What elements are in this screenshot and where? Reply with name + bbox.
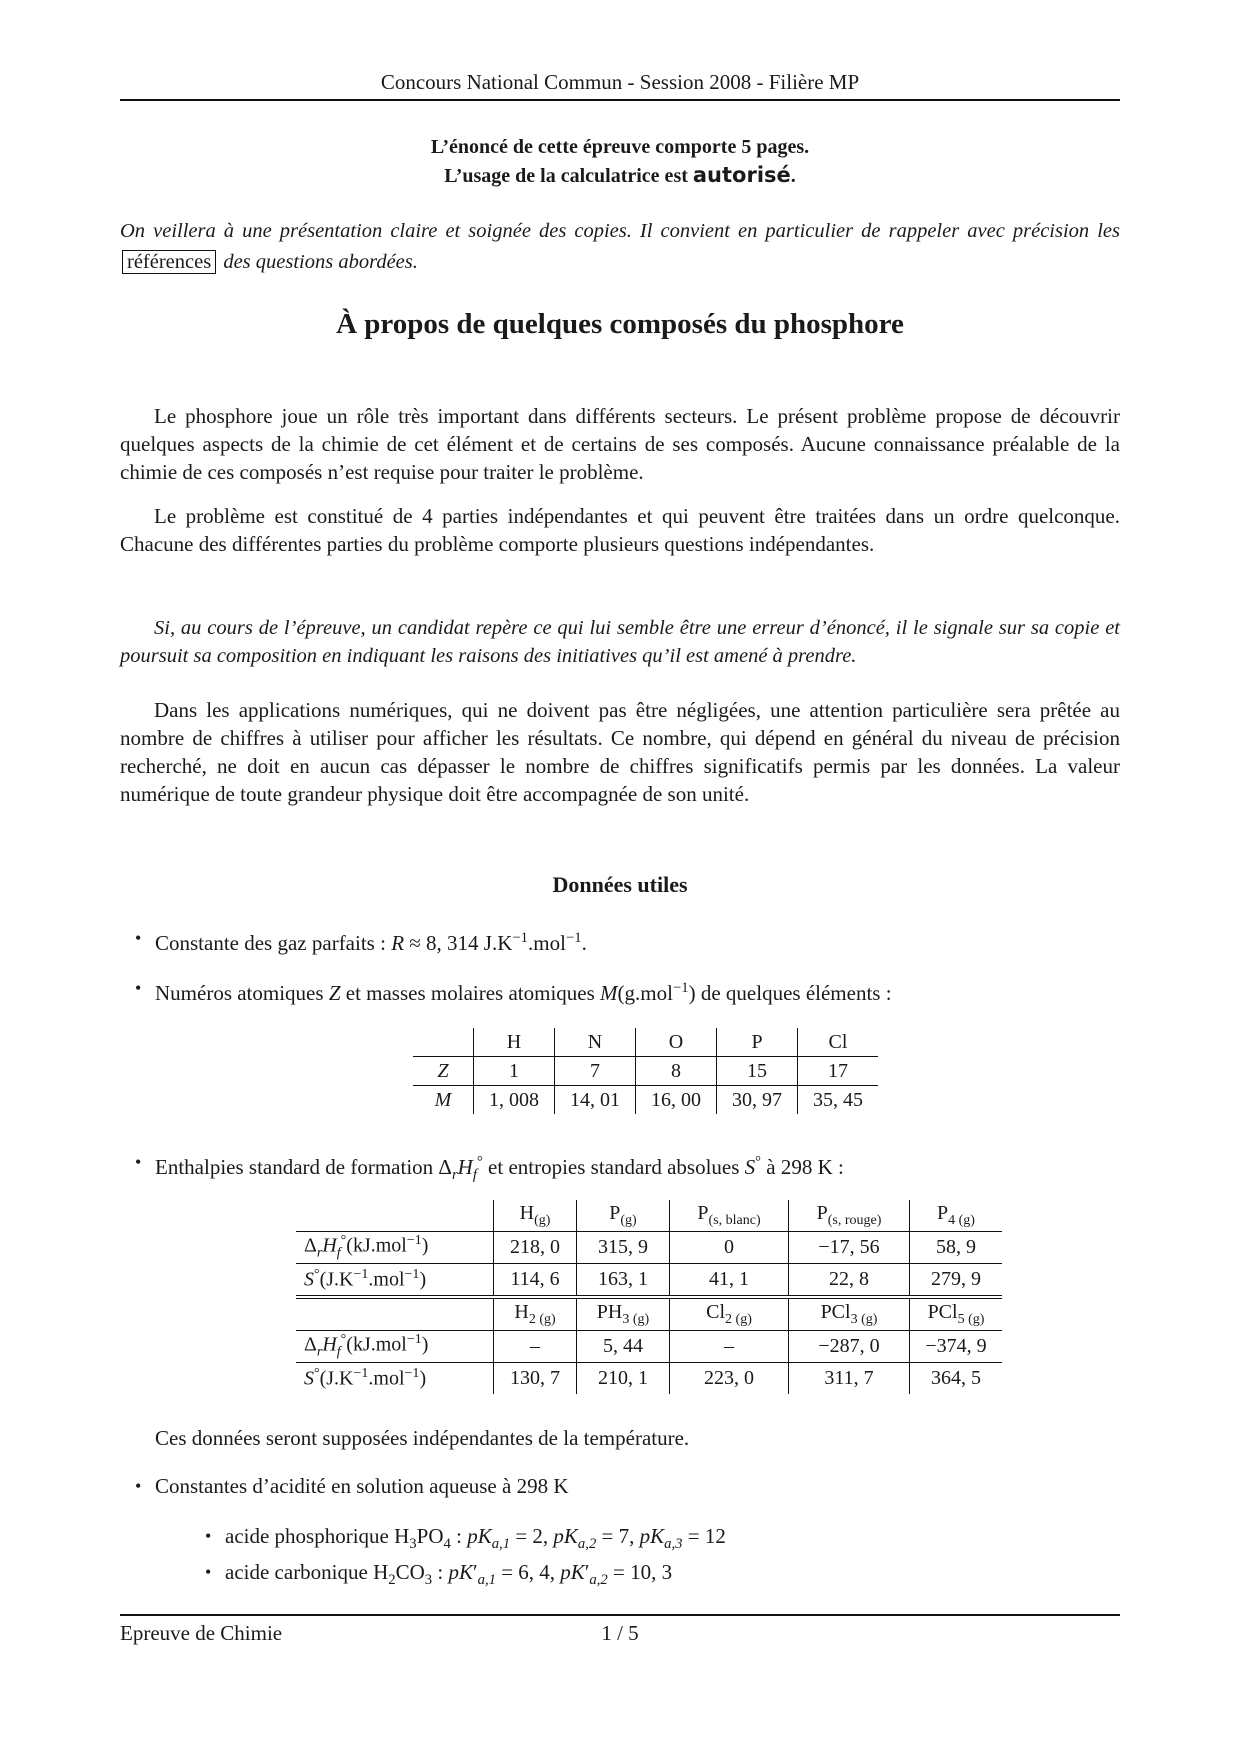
references-box: références (122, 250, 216, 274)
m-row-label: M (413, 1086, 474, 1115)
problem-title: À propos de quelques composés du phosphore (336, 308, 904, 340)
bullet-icon: • (205, 1562, 212, 1582)
page-header: Concours National Commun - Session 2008 - Filière MP (120, 70, 1120, 101)
notice-calculator: L’usage de la calculatrice est autorisé. (444, 163, 796, 187)
element-header: H (474, 1028, 555, 1057)
footer-subject: Epreuve de Chimie (120, 1621, 283, 1645)
atomic-data-item: • Numéros atomiques Z et masses molaires atomiques M(g.mol$^{-1}$) de quelques éléments : (155, 974, 1115, 1007)
thermo-data-table: $H_{(g)}$ $P_{(g)}$ $P_{(s, blanc)}$ $P_{(s, rouge)}$ $P_{4 (g)}$ $\Delta_rH_f^\circ(kJ.mol^{-1})$ 218, 0 315, 9 0 −17, 56 58, 9 $S^\circ(J.K^{-1}.mol^{-1})$ 114, 6 163, 1 41, 1 22, 8 279, 9 $H_{2 (g)}$ $PH_{3 (g)}$ $Cl_{2 (g)}$ PCl$_{3 (g)}$ PCl$_{5 (g)}$ $\Delta_rH_f^\circ(kJ.mol^{-1})$ – 5, 44 – −287, 0 −374, 9 $S^\circ(J.K^{-1}.mol^{-1})$ 130, 7 210, 1 223, 0 311, 7 364, 5 (296, 1200, 1002, 1394)
thermo-data-item: • Enthalpies standard de formation $\Delta_rH_f^\circ$ et entropies standard absolues S° à 298 K : (155, 1148, 1115, 1189)
numeric-notice: Dans les applications numériques, qui ne doivent pas être négligées, une attention particulière sera prêtée au nombre de chiffres à utiliser pour afficher les résultats. Ce nombre, qui dépend en général du niveau de précision recherché, ne doit en aucun cas dépasser le nombre de chiffres significatifs permis par les données. La valeur numérique de toute grandeur physique doit être accompagnée de son unité. (120, 698, 1120, 806)
gas-constant-item: • Constante des gaz parfaits : R ≈ 8, 314 $J.K^{-1}.mol^{-1}$. (155, 924, 1115, 957)
entropy-row-label: $S^\circ(J.K^{-1}.mol^{-1})$ (296, 1264, 494, 1298)
bullet-icon: • (135, 1152, 142, 1172)
enthalpy-row-label: $\Delta_rH_f^\circ(kJ.mol^{-1})$ (296, 1331, 494, 1363)
element-header: N (555, 1028, 636, 1057)
acidity-item: • Constantes d’acidité en solution aqueuse à 298 K (135, 1474, 569, 1498)
temperature-note: Ces données seront supposées indépendantes de la température. (155, 1426, 690, 1450)
species-header: PCl$_{3 (g)}$ (789, 1297, 910, 1331)
species-header: $Cl_{2 (g)}$ (670, 1297, 789, 1331)
intro-paragraph-2: Le problème est constitué de 4 parties indépendantes et qui peuvent être traitées dans un ordre quelconque. Chacune des différentes parties du problème comporte plusieurs questions indépendantes. (120, 504, 1120, 556)
bullet-icon: • (135, 978, 142, 998)
carbonic-acid-item: • acide carbonique $H_2CO_3$ : $pK'_{a,1} = 6$, 4, $pK'_{a,2} = 10$, 3 (205, 1560, 673, 1589)
notice-pages: L’énoncé de cette épreuve comporte 5 pages. (430, 136, 810, 158)
species-header: $P_{4 (g)}$ (910, 1200, 1003, 1232)
enthalpy-row-label: $\Delta_rH_f^\circ(kJ.mol^{-1})$ (296, 1232, 494, 1264)
intro-paragraph-1: Le phosphore joue un rôle très important dans différents secteurs. Le présent problème propose de découvrir quelques aspects de la chimie de cet élément et de certains de ses composés. Aucune connaissance préalable de la chimie de ces composés n’est requise pour traiter le problème. (120, 404, 1120, 484)
phosphoric-acid-item: • acide phosphorique $H_3PO_4$ : $pK_{a,1} = 2$, $pK_{a,2} = 7$, $pK_{a,3} = 12$ (205, 1524, 726, 1553)
error-notice: Si, au cours de l’épreuve, un candidat repère ce qui lui semble être une erreur d’énoncé, il le signale sur sa copie et poursuit sa composition en indiquant les raisons des initiatives qu’il est amené à prendre. (120, 617, 1120, 667)
bullet-icon: • (135, 928, 142, 948)
z-row-label: Z (413, 1057, 474, 1086)
atomic-data-table: H N O P Cl Z 1 7 8 15 17 M 1, 008 14, 01 16, 00 30, 97 35, 45 (413, 1028, 878, 1114)
data-section-title: Données utiles (552, 872, 688, 897)
species-header: $H_{2 (g)}$ (494, 1297, 577, 1331)
species-header: $P_{(s, blanc)}$ (670, 1200, 789, 1232)
presentation-instructions: On veillera à une présentation claire et soignée des copies. Il convient en particulier de rappeler avec précision les références des questions abordées. (120, 220, 1120, 273)
element-header: P (717, 1028, 798, 1057)
species-header: $P_{(g)}$ (577, 1200, 670, 1232)
entropy-row-label: $S^\circ(J.K^{-1}.mol^{-1})$ (296, 1363, 494, 1395)
page-number: 1 / 5 (601, 1621, 639, 1645)
element-header: Cl (798, 1028, 879, 1057)
exam-notice (120, 133, 1120, 190)
authorized-word: autorisé (692, 163, 791, 187)
species-header: $H_{(g)}$ (494, 1200, 577, 1232)
page-footer (120, 1614, 1120, 1646)
species-header: $P_{(s, rouge)}$ (789, 1200, 910, 1232)
element-header: O (636, 1028, 717, 1057)
species-header: $PH_{3 (g)}$ (577, 1297, 670, 1331)
species-header: PCl$_{5 (g)}$ (910, 1297, 1003, 1331)
bullet-icon: • (205, 1526, 212, 1546)
bullet-icon: • (135, 1476, 142, 1496)
